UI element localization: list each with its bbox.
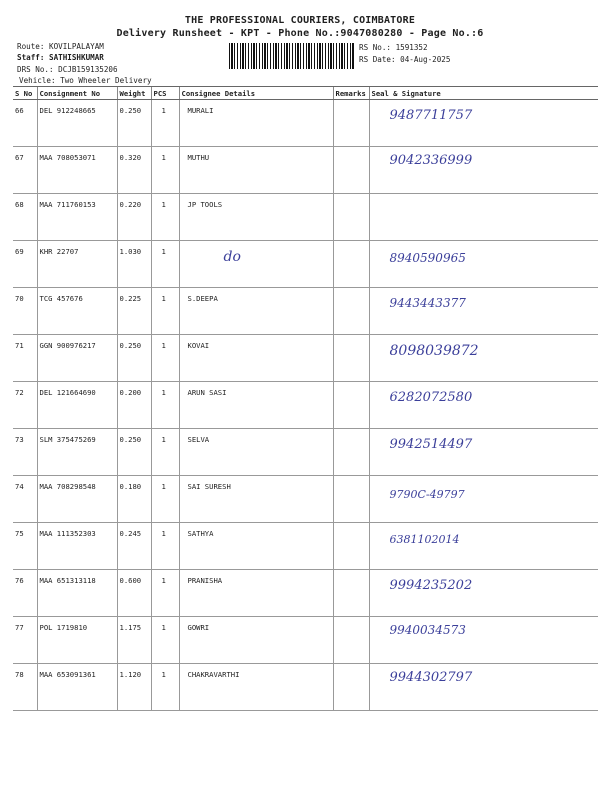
- handwritten-signature: 9042336999: [389, 153, 473, 168]
- row-weight: 0.245: [117, 523, 151, 570]
- row-signature: [369, 664, 598, 711]
- row-consignment-no: POL 1719810: [37, 617, 117, 664]
- row-remarks: [333, 194, 369, 241]
- row-pcs: 1: [151, 147, 179, 194]
- rs-number: RS No.: 1591352: [359, 43, 428, 52]
- runsheet-subtitle: Delivery Runsheet - KPT - Phone No.:9047080280 - Page No.:6: [116, 28, 484, 39]
- row-sno: 67: [13, 147, 37, 194]
- row-remarks: [333, 664, 369, 711]
- row-pcs: 1: [151, 429, 179, 476]
- table-row: [13, 570, 598, 617]
- rs-date: RS Date: 04-Aug-2025: [359, 55, 451, 64]
- row-signature: [369, 523, 598, 570]
- row-weight: 0.200: [117, 382, 151, 429]
- row-sno: 73: [13, 429, 37, 476]
- row-weight: 0.225: [117, 288, 151, 335]
- row-consignment-no: MAA 111352303: [37, 523, 117, 570]
- row-consignment-no: MAA 651313118: [37, 570, 117, 617]
- col-header-consignment: Consignment No: [37, 87, 117, 100]
- row-sno: 69: [13, 241, 37, 288]
- row-consignee: SATHYA: [179, 523, 333, 570]
- row-weight: 1.175: [117, 617, 151, 664]
- row-consignment-no: DEL 912248665: [37, 100, 117, 147]
- row-pcs: 1: [151, 476, 179, 523]
- row-weight: 0.220: [117, 194, 151, 241]
- drs-number: DRS No.: DCJB159135206: [17, 65, 118, 74]
- row-consignee: MURALI: [179, 100, 333, 147]
- row-sno: 76: [13, 570, 37, 617]
- row-sno: 72: [13, 382, 37, 429]
- handwritten-signature: 9942514497: [389, 437, 473, 452]
- row-consignment-no: MAA 711760153: [37, 194, 117, 241]
- row-remarks: [333, 570, 369, 617]
- row-pcs: 1: [151, 664, 179, 711]
- row-consignee: KOVAI: [179, 335, 333, 382]
- row-signature: [369, 382, 598, 429]
- table-row: [13, 523, 598, 570]
- table-row: [13, 476, 598, 523]
- row-weight: 0.250: [117, 335, 151, 382]
- row-weight: 0.600: [117, 570, 151, 617]
- row-sno: 68: [13, 194, 37, 241]
- row-signature: [369, 194, 598, 241]
- row-weight: 0.180: [117, 476, 151, 523]
- row-pcs: 1: [151, 288, 179, 335]
- row-pcs: 1: [151, 241, 179, 288]
- row-remarks: [333, 523, 369, 570]
- table-row: [13, 429, 598, 476]
- row-remarks: [333, 288, 369, 335]
- row-consignment-no: SLM 375475269: [37, 429, 117, 476]
- row-sno: 77: [13, 617, 37, 664]
- row-remarks: [223, 241, 369, 288]
- col-header-remarks: Remarks: [333, 87, 369, 100]
- row-signature: [369, 617, 598, 664]
- col-header-signature: Seal & Signature: [369, 87, 598, 100]
- row-signature: [369, 288, 598, 335]
- row-consignment-no: TCG 457676: [37, 288, 117, 335]
- table-row: [13, 147, 598, 194]
- row-weight: 0.250: [117, 100, 151, 147]
- row-consignment-no: GGN 900976217: [37, 335, 117, 382]
- row-consignment-no: KHR 22707: [37, 241, 117, 288]
- col-header-consignee: Consignee Details: [179, 87, 333, 100]
- table-row: [13, 382, 598, 429]
- row-consignee: [179, 241, 333, 288]
- handwritten-signature: 9790C-49797: [389, 488, 465, 501]
- row-pcs: 1: [151, 382, 179, 429]
- handwritten-signature: 8098039872: [389, 343, 479, 359]
- row-signature: [369, 147, 598, 194]
- row-pcs: 1: [151, 570, 179, 617]
- row-remarks: [333, 335, 369, 382]
- table-row: [13, 288, 598, 335]
- row-consignee: SAI SURESH: [179, 476, 333, 523]
- row-consignee: MUTHU: [179, 147, 333, 194]
- row-consignee: ARUN SASI: [179, 382, 333, 429]
- row-consignee: JP TOOLS: [179, 194, 333, 241]
- table-row: [13, 335, 598, 382]
- row-signature: [369, 570, 598, 617]
- vehicle-label: Vehicle: Two Wheeler Delivery: [19, 76, 152, 85]
- handwritten-remark-mark: do: [223, 249, 241, 265]
- row-signature: [369, 100, 598, 147]
- row-consignment-no: DEL 121664690: [37, 382, 117, 429]
- row-signature: [369, 429, 598, 476]
- table-row: [13, 194, 598, 241]
- row-signature: [369, 335, 598, 382]
- row-remarks: [333, 100, 369, 147]
- table-row: [13, 100, 598, 147]
- row-sno: 74: [13, 476, 37, 523]
- row-consignment-no: MAA 708053071: [37, 147, 117, 194]
- row-consignee: SELVA: [179, 429, 333, 476]
- row-pcs: 1: [151, 100, 179, 147]
- handwritten-signature: 9994235202: [389, 578, 473, 593]
- row-sno: 78: [13, 664, 37, 711]
- runsheet-table: [13, 86, 598, 711]
- table-row: [13, 664, 598, 711]
- row-remarks: [333, 617, 369, 664]
- row-remarks: [333, 382, 369, 429]
- company-title: THE PROFESSIONAL COURIERS, COIMBATORE: [184, 15, 416, 26]
- row-sno: 71: [13, 335, 37, 382]
- row-sno: 66: [13, 100, 37, 147]
- col-header-pcs: PCS: [151, 87, 179, 100]
- row-pcs: 1: [151, 617, 179, 664]
- col-header-weight: Weight: [117, 87, 151, 100]
- row-remarks: [333, 147, 369, 194]
- row-consignee: GOWRI: [179, 617, 333, 664]
- handwritten-signature: 9944302797: [389, 670, 473, 685]
- barcode: [229, 43, 355, 69]
- row-remarks: [333, 429, 369, 476]
- row-sno: 70: [13, 288, 37, 335]
- row-signature: [369, 476, 598, 523]
- route-label: Route: KOVILPALAYAM: [17, 42, 104, 51]
- row-consignee: S.DEEPA: [179, 288, 333, 335]
- handwritten-signature: 6282072580: [389, 390, 473, 405]
- table-row: [13, 617, 598, 664]
- row-sno: 75: [13, 523, 37, 570]
- row-consignment-no: MAA 653091361: [37, 664, 117, 711]
- row-weight: 0.320: [117, 147, 151, 194]
- table-header-row: [13, 87, 598, 100]
- row-weight: 1.030: [117, 241, 151, 288]
- row-pcs: 1: [151, 194, 179, 241]
- row-consignee: PRANISHA: [179, 570, 333, 617]
- handwritten-signature: 8940590965: [389, 251, 466, 265]
- row-remarks: [333, 476, 369, 523]
- row-pcs: 1: [151, 335, 179, 382]
- row-consignee: CHAKRAVARTHI: [179, 664, 333, 711]
- row-weight: 0.250: [117, 429, 151, 476]
- row-weight: 1.120: [117, 664, 151, 711]
- handwritten-signature: 9487711757: [389, 108, 473, 123]
- handwritten-signature: 9443443377: [389, 296, 466, 310]
- row-signature: [369, 241, 598, 288]
- handwritten-signature: 6381102014: [389, 533, 460, 546]
- handwritten-signature: 9940034573: [389, 623, 466, 637]
- row-consignment-no: MAA 708298548: [37, 476, 117, 523]
- staff-label: Staff: SATHISHKUMAR: [17, 53, 104, 62]
- row-pcs: 1: [151, 523, 179, 570]
- table-row: [13, 241, 598, 288]
- col-header-sno: S No: [13, 87, 37, 100]
